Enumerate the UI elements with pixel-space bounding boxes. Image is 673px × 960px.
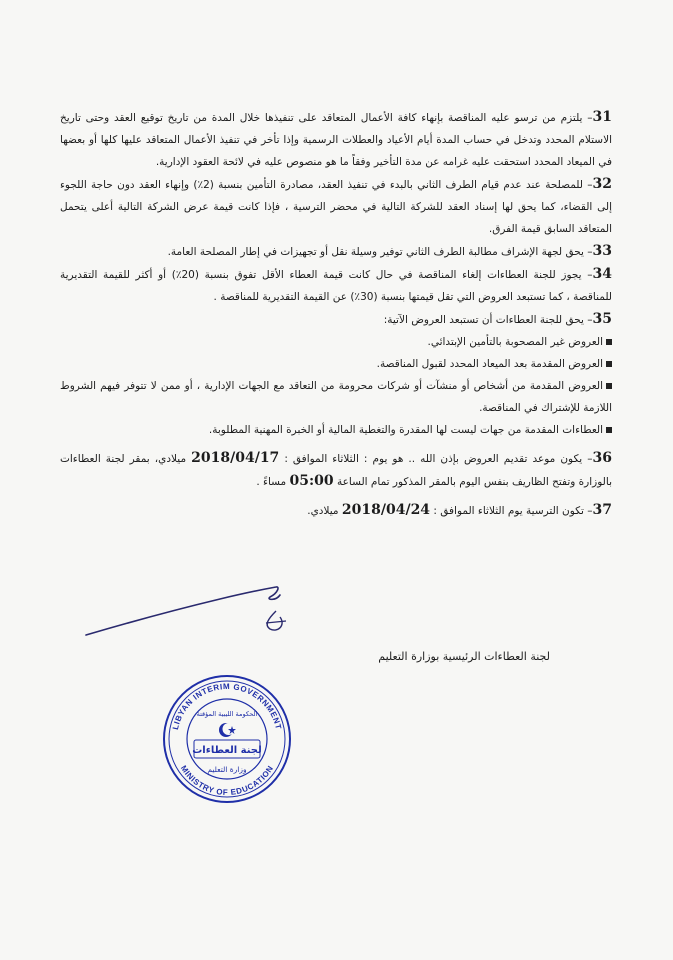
clause-number: 33 bbox=[592, 243, 612, 259]
bullet-icon bbox=[606, 427, 612, 433]
clause-text: يلتزم من ترسو عليه المناقصة بإنهاء كافة الأعمال المتعاقد على تنفيذها خلال المدة من تاريخ توقيع العقد وحتى تاريخ الاستلام المحدد وتدخل في حساب المدة أيام الأعياد والعطلات الرسمية وإذا تأخر في تنفيذ الأعمال المتعاقد عليها كلها أو بعضها في الميعاد المحدد استحقت عليه غرامه عن مدة التأخير وفقاً ما هو منصوص عليه في لائحة العقود الإدارية. bbox=[60, 112, 612, 168]
official-seal bbox=[160, 672, 294, 806]
clause-32: 32– للمصلحة عند عدم قيام الطرف الثاني بالبدء في تنفيذ العقد، مصادرة التأمين بنسبة (2٪) وإنهاء العقد دون حاجة اللجوء إلى القضاء، كما يحق لها إسناد العقد للشركة التالية في محضر الترسية ، فإذا كانت قيمة عرض الشركة التالية أعلى يتحمل المتعاقد السابق قيمة الفرق. bbox=[60, 176, 612, 235]
bullet-icon bbox=[606, 361, 612, 367]
committee-signature-label: لجنة العطاءات الرئيسية بوزارة التعليم bbox=[378, 650, 550, 663]
opening-time: 05:00 bbox=[289, 473, 334, 489]
seal-inner-top-text: الحكومة الليبية المؤقتة bbox=[196, 710, 258, 718]
submission-date: 2018/04/17 bbox=[191, 450, 280, 466]
award-date: 2018/04/24 bbox=[341, 502, 431, 518]
seal-center-text: لجنة العطاءات bbox=[192, 745, 262, 756]
clause-text: يكون موعد تقديم العروض بإذن الله .. هو يوم : الثلاثاء الموافق : bbox=[284, 453, 583, 465]
bullet-icon bbox=[606, 383, 612, 389]
list-item: العروض المقدمة بعد الميعاد المحدد لقبول المناقصة. bbox=[60, 353, 612, 375]
bullet-icon bbox=[606, 339, 612, 345]
clause-33: 33– يحق لجهة الإشراف مطالبة الطرف الثاني توفير وسيلة نقل أو تجهيزات في إطار المصلحة العامة. bbox=[167, 243, 612, 259]
clause-number: 32 bbox=[592, 176, 612, 192]
clause-37: 37– تكون الترسية يوم الثلاثاء الموافق : 2018/04/24 ميلادي. bbox=[307, 502, 612, 518]
clause-34: 34– يجوز للجنة العطاءات إلغاء المناقصة في حال كانت قيمة العطاء الأقل تفوق بنسبة (20٪) أو أكثر للقيمة التقديرية للمناقصة ، كما تستبعد العروض التي تقل قيمتها بنسبة (30٪) عن القيمة التقديرية للمناقصة . bbox=[60, 266, 612, 303]
clause-number: 36 bbox=[592, 450, 612, 466]
clause-text: يجوز للجنة العطاءات إلغاء المناقصة في حال كانت قيمة العطاء الأقل تفوق بنسبة (20٪) أو أكثر للقيمة التقديرية للمناقصة ، كما تستبعد العروض التي تقل قيمتها بنسبة (30٪) عن القيمة التقديرية للمناقصة . bbox=[60, 269, 612, 303]
clause-text: يحق للجنة العطاءات أن تستبعد العروض الآتية: bbox=[383, 314, 584, 326]
seal-outer-top-text: LIBYAN INTERIM GOVERNMENT bbox=[170, 681, 284, 731]
clause-text: ميلادي، بمقر لجنة العطاءات بالوزارة وتفتح الظاريف بنفس اليوم بالمقر المذكور تمام الساعة bbox=[60, 453, 612, 488]
clause-number: 31 bbox=[592, 109, 612, 125]
clause-35: 35– يحق للجنة العطاءات أن تستبعد العروض الآتية: bbox=[383, 311, 612, 327]
document-body bbox=[60, 106, 612, 522]
clause-text: مساءً . bbox=[256, 476, 287, 488]
clause-number: 37 bbox=[592, 502, 612, 518]
handwritten-signature bbox=[80, 575, 300, 645]
clause-text: يحق لجهة الإشراف مطالبة الطرف الثاني توفير وسيلة نقل أو تجهيزات في إطار المصلحة العامة. bbox=[167, 246, 584, 258]
seal-inner-bottom-text: وزارة التعليم bbox=[207, 765, 247, 774]
crescent-star-icon bbox=[219, 723, 236, 737]
list-item: العروض غير المصحوبة بالتأمين الإبتدائي. bbox=[60, 331, 612, 353]
clause-number: 35 bbox=[592, 311, 612, 327]
clause-text: ميلادي. bbox=[307, 505, 339, 517]
clause-text: للمصلحة عند عدم قيام الطرف الثاني بالبدء في تنفيذ العقد، مصادرة التأمين بنسبة (2٪) وإنهاء العقد دون حاجة اللجوء إلى القضاء، كما يحق لها إسناد العقد للشركة التالية في محضر الترسية ، فإذا كانت قيمة عرض الشركة التالية أعلى يتحمل المتعاقد السابق قيمة الفرق. bbox=[60, 179, 612, 235]
list-item: العطاءات المقدمة من جهات ليست لها المقدرة والتغطية المالية أو الخبرة المهنية المطلوبة. bbox=[60, 419, 612, 441]
exclusion-list bbox=[60, 331, 612, 441]
clause-36: 36– يكون موعد تقديم العروض بإذن الله .. هو يوم : الثلاثاء الموافق : 2018/04/17 ميلادي، بمقر لجنة العطاءات بالوزارة وتفتح الظاريف بنفس اليوم بالمقر المذكور تمام الساعة 05:00 مساءً . bbox=[60, 450, 612, 489]
list-item: العروض المقدمة من أشخاص أو منشآت أو شركات محرومة من التعاقد مع الجهات الإدارية ، أو ممن لا تتوفر فيهم الشروط اللازمة للإشتراك في المناقصة. bbox=[60, 380, 612, 414]
clause-number: 34 bbox=[592, 266, 612, 282]
seal-outer-bottom-text: MINISTRY OF EDUCATION bbox=[178, 763, 276, 798]
clause-text: تكون الترسية يوم الثلاثاء الموافق : bbox=[433, 505, 584, 517]
clause-31: 31– يلتزم من ترسو عليه المناقصة بإنهاء كافة الأعمال المتعاقد على تنفيذها خلال المدة من تاريخ توقيع العقد وحتى تاريخ الاستلام المحدد وتدخل في حساب المدة أيام الأعياد والعطلات الرسمية وإذا تأخر في تنفيذ الأعمال المتعاقد عليها كلها أو بعضها في الميعاد المحدد استحقت عليه غرامه عن مدة التأخير وفقاً ما هو منصوص عليه في لائحة العقود الإدارية. bbox=[60, 109, 612, 168]
